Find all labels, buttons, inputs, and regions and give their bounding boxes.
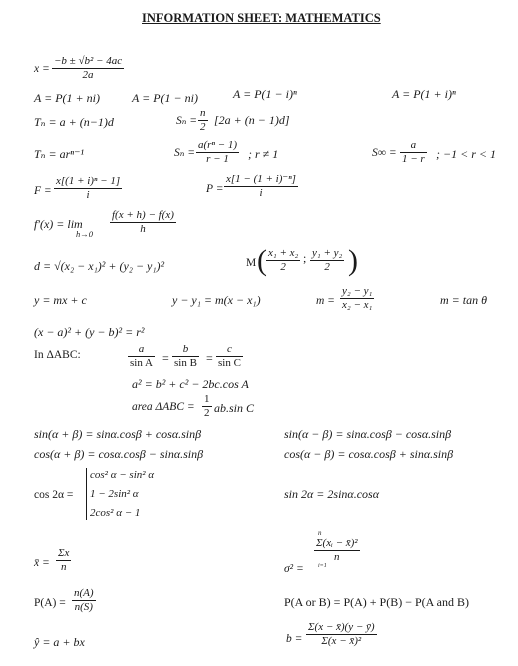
quadratic-denominator: 2a: [52, 68, 124, 81]
sin-sum: sin(α + β) = sinα.cosβ + cosα.sinβ: [34, 427, 202, 441]
midpoint-y-fraction: [310, 248, 344, 273]
mean-fraction: [56, 548, 71, 573]
mean-den: n: [56, 560, 71, 573]
midpoint-x-den: 2: [266, 260, 300, 273]
probability-fraction: [72, 588, 96, 613]
annuity-f-num: x[(1 + i)ⁿ − 1]: [56, 175, 121, 187]
arith-tn: Tₙ = a + (n−1)d: [34, 115, 114, 129]
sin-diff: sin(α − β) = sinα.cosβ − cosα.sinβ: [284, 427, 452, 441]
compound-interest: A = P(1 + i)ⁿ: [392, 87, 456, 101]
quadratic-lhs: x =: [34, 63, 50, 75]
quadratic-formula: [52, 56, 124, 81]
cos-double-case-1: cos² α − sin² α: [90, 469, 155, 481]
sine-rule-b: [172, 344, 199, 369]
cos-double-brace: [86, 468, 87, 520]
geo-sinf-den: 1 − r: [402, 153, 425, 165]
annuity-f-den: i: [54, 188, 122, 201]
geo-tn: Tₙ = arⁿ⁻¹: [34, 147, 85, 161]
regression-b-lhs: b =: [286, 633, 303, 645]
arith-sn-num: n: [200, 107, 206, 119]
cos-diff: cos(α − β) = cosα.cosβ + sinα.sinβ: [284, 447, 454, 461]
probability-den: n(S): [72, 600, 96, 613]
arith-sn-fraction: [198, 108, 208, 133]
area-den: 2: [204, 407, 210, 419]
sine-rule-c-den: sin C: [218, 357, 241, 369]
gradient-num: y₂ − y₁: [342, 285, 373, 297]
midpoint-x-num: x₁ + x₂: [268, 247, 299, 259]
annuity-p-lhs: P =: [206, 183, 224, 195]
gradient-tan: m = tan θ: [440, 293, 487, 307]
sine-rule-b-den: sin B: [174, 357, 197, 369]
circle-equation: (x − a)² + (y − b)² = r²: [34, 325, 145, 339]
annuity-p-num: x[1 − (1 + i)⁻ⁿ]: [226, 173, 296, 185]
midpoint-x-fraction: [266, 248, 300, 273]
probability-or: P(A or B) = P(A) + P(B) − P(A and B): [284, 595, 469, 609]
regression-b-num: Σ(x − x̄)(y − ȳ): [308, 621, 375, 633]
midpoint-open-paren: (: [257, 244, 267, 277]
gradient-fraction: [340, 286, 374, 311]
sine-rule-c-num: c: [227, 343, 232, 355]
annuity-f-lhs: F =: [34, 185, 52, 197]
geo-sn-condition: ; r ≠ 1: [248, 147, 279, 161]
annuity-p-den: i: [224, 186, 298, 199]
arith-sn-rhs: [2a + (n − 1)d]: [214, 113, 290, 127]
probability-lhs: P(A) =: [34, 597, 66, 609]
derivative-lhs: f′(x) = lim: [34, 217, 83, 231]
geo-sinf-condition: ; −1 < r < 1: [436, 147, 496, 161]
variance-fraction: [314, 538, 360, 563]
cosine-rule: a² = b² + c² − 2bc.cos A: [132, 377, 249, 391]
gradient-lhs: m =: [316, 295, 335, 307]
point-gradient: y − y₁ = m(x − x₁): [172, 293, 261, 307]
area-lhs: area ΔABC =: [132, 401, 195, 413]
midpoint-separator: ;: [303, 251, 307, 265]
area-num: 1: [204, 393, 210, 405]
sine-rule-eq-2: =: [206, 351, 213, 365]
annuity-f-fraction: [54, 176, 122, 201]
cos-double-case-2: 1 − 2sin² α: [90, 488, 139, 500]
triangle-label: In ΔABC:: [34, 349, 81, 361]
variance-den: n: [314, 550, 360, 563]
midpoint-y-num: y₁ + y₂: [312, 247, 343, 259]
variance-sum-bottom: i=1: [318, 563, 327, 569]
derivative-den: h: [110, 222, 176, 235]
geo-sn-lhs: Sₙ =: [174, 147, 196, 159]
variance-sum-top: n: [318, 529, 322, 537]
sine-rule-c: [216, 344, 243, 369]
cos-double-lhs: cos 2α =: [34, 489, 74, 501]
quadratic-numerator: −b ± √b² − 4ac: [54, 55, 123, 67]
cos-double-case-3: 2cos² α − 1: [90, 507, 141, 519]
arith-sn-lhs: Sₙ =: [176, 115, 198, 127]
regression-b-fraction: [306, 622, 377, 647]
midpoint-y-den: 2: [310, 260, 344, 273]
geo-sinf-num: a: [410, 139, 417, 151]
distance-formula: d = √(x₂ − x₁)² + (y₂ − y₁)²: [34, 259, 165, 273]
annuity-p-fraction: [224, 174, 298, 199]
cos-sum: cos(α + β) = cosα.cosβ − sinα.sinβ: [34, 447, 204, 461]
area-rhs: ab.sin C: [214, 401, 255, 415]
sheet-title: INFORMATION SHEET: MATHEMATICS: [142, 11, 381, 25]
derivative-fraction: [110, 210, 176, 235]
simple-interest: A = P(1 + ni): [34, 91, 100, 105]
geo-sinf-lhs: S∞ =: [372, 147, 397, 159]
sin-double: sin 2α = 2sinα.cosα: [284, 487, 379, 501]
regression-b-den: Σ(x − x̄)²: [306, 634, 377, 647]
sine-rule-eq-1: =: [162, 351, 169, 365]
derivative-num: f(x + h) − f(x): [112, 209, 174, 221]
midpoint-close-paren: ): [348, 244, 358, 277]
mean-lhs: x̄ =: [34, 557, 50, 569]
sine-rule-a-num: a: [138, 343, 145, 355]
probability-num: n(A): [74, 587, 94, 599]
sine-rule-a-den: sin A: [130, 357, 153, 369]
sine-rule-a: [128, 344, 155, 369]
variance-num: Σ(xᵢ − x̄)²: [316, 537, 358, 549]
variance-lhs: σ² =: [284, 563, 304, 575]
geo-sinf-fraction: [400, 140, 427, 165]
regression-line: ŷ = a + bx: [34, 635, 85, 649]
arith-sn-den: 2: [200, 121, 206, 133]
straight-line: y = mx + c: [34, 293, 87, 307]
derivative-limit-sub: h→0: [76, 229, 93, 239]
simple-depreciation: A = P(1 − ni): [132, 91, 198, 105]
gradient-den: x₂ − x₁: [342, 299, 373, 311]
geo-sn-den: r − 1: [196, 152, 239, 165]
geo-sn-fraction: [196, 140, 239, 165]
sine-rule-b-num: b: [182, 343, 189, 355]
mean-num: Σx: [58, 547, 70, 559]
midpoint-lhs: M: [246, 257, 257, 269]
area-fraction: [202, 394, 212, 419]
compound-depreciation: A = P(1 − i)ⁿ: [233, 87, 297, 101]
geo-sn-num: a(rⁿ − 1): [198, 139, 237, 151]
